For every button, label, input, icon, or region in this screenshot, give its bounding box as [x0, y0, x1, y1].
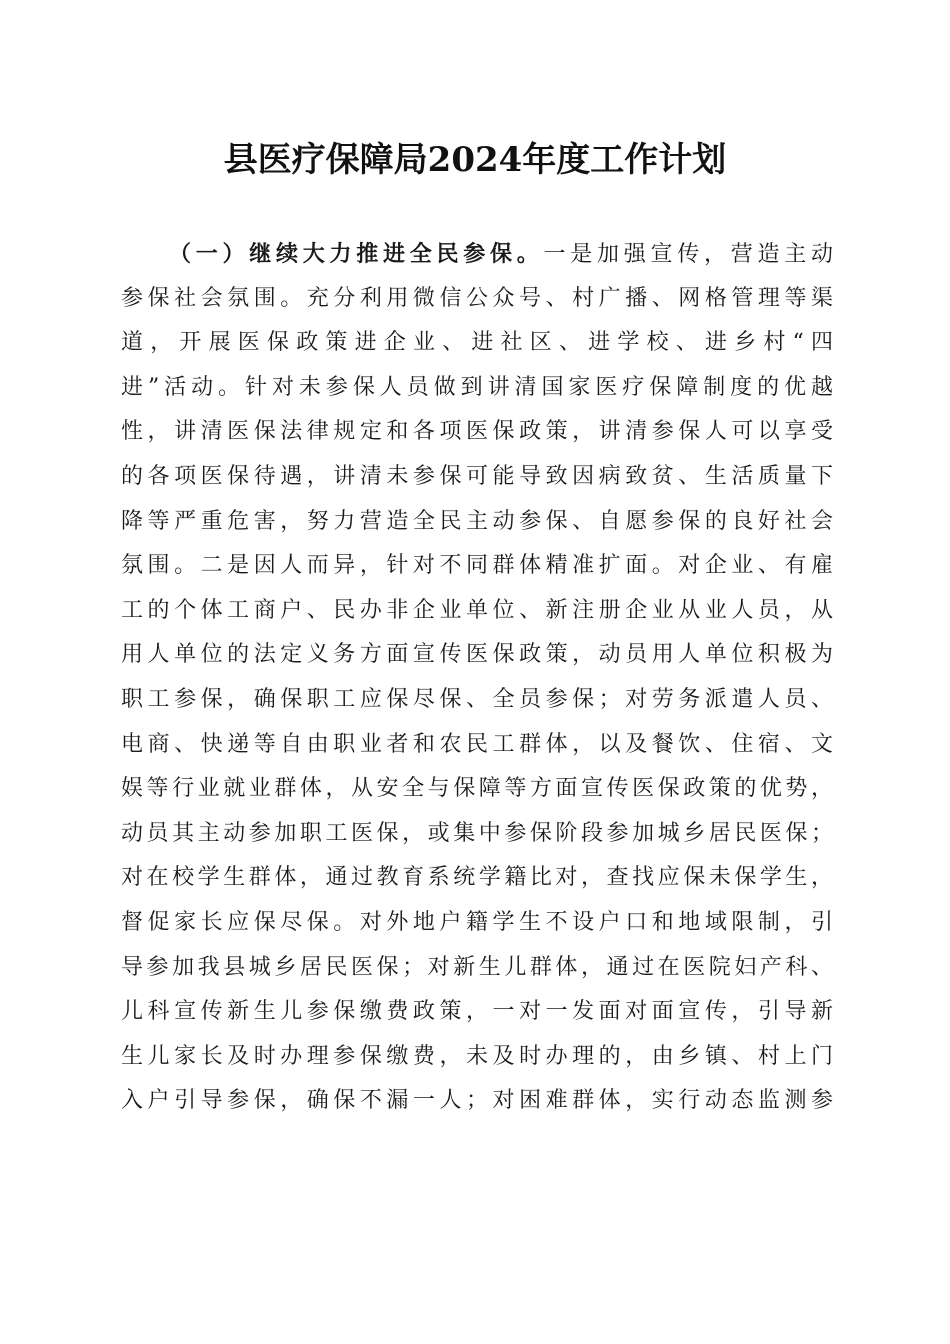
- text-line: 工的个体工商户、民办非企业单位、新注册企业从业人员，从: [121, 597, 833, 623]
- text-line: 参保社会氛围。充分利用微信公众号、村广播、网格管理等渠: [121, 285, 833, 311]
- text-line: 进”活动。针对未参保人员做到讲清国家医疗保障制度的优越: [121, 374, 833, 400]
- paragraph-first-line: [121, 232, 833, 277]
- text-line: 降等严重危害，努力营造全民主动参保、自愿参保的良好社会: [121, 508, 833, 534]
- text-line: 导参加我县城乡居民医保；对新生儿群体，通过在医院妇产科、: [121, 954, 833, 980]
- text-line: 儿科宣传新生儿参保缴费政策，一对一发面对面宣传，引导新: [121, 999, 833, 1025]
- text-line: 生儿家长及时办理参保缴费，未及时办理的，由乡镇、村上门: [121, 1043, 833, 1069]
- text-line: 氛围。二是因人而异，针对不同群体精准扩面。对企业、有雇: [121, 553, 833, 579]
- text-line: 的各项医保待遇，讲清未参保可能导致因病致贫、生活质量下: [121, 463, 833, 489]
- text-line: 道，开展医保政策进企业、进社区、进学校、进乡村“四: [121, 330, 833, 356]
- text-line: 性，讲清医保法律规定和各项医保政策，讲清参保人可以享受: [121, 419, 833, 445]
- section-heading: （一）继续大力推进全民参保。: [169, 241, 544, 267]
- body-paragraph: [121, 232, 833, 1124]
- first-line-rest: 一是加强宣传，营造主动: [543, 242, 833, 267]
- text-line: 对在校学生群体，通过教育系统学籍比对，查找应保未保学生，: [121, 865, 833, 891]
- text-line: 动员其主动参加职工医保，或集中参保阶段参加城乡居民医保；: [121, 820, 833, 846]
- text-line: 娱等行业就业群体，从安全与保障等方面宣传医保政策的优势，: [121, 776, 833, 802]
- text-line: 电商、快递等自由职业者和农民工群体，以及餐饮、住宿、文: [121, 731, 833, 757]
- text-line: 职工参保，确保职工应保尽保、全员参保；对劳务派遣人员、: [121, 686, 833, 712]
- document-title: 县医疗保障局2024年度工作计划: [223, 140, 727, 180]
- text-line: 督促家长应保尽保。对外地户籍学生不设户口和地域限制，引: [121, 909, 833, 935]
- text-line: 入户引导参保，确保不漏一人；对困难群体，实行动态监测参: [121, 1088, 833, 1114]
- text-line: 用人单位的法定义务方面宣传医保政策，动员用人单位积极为: [121, 642, 833, 668]
